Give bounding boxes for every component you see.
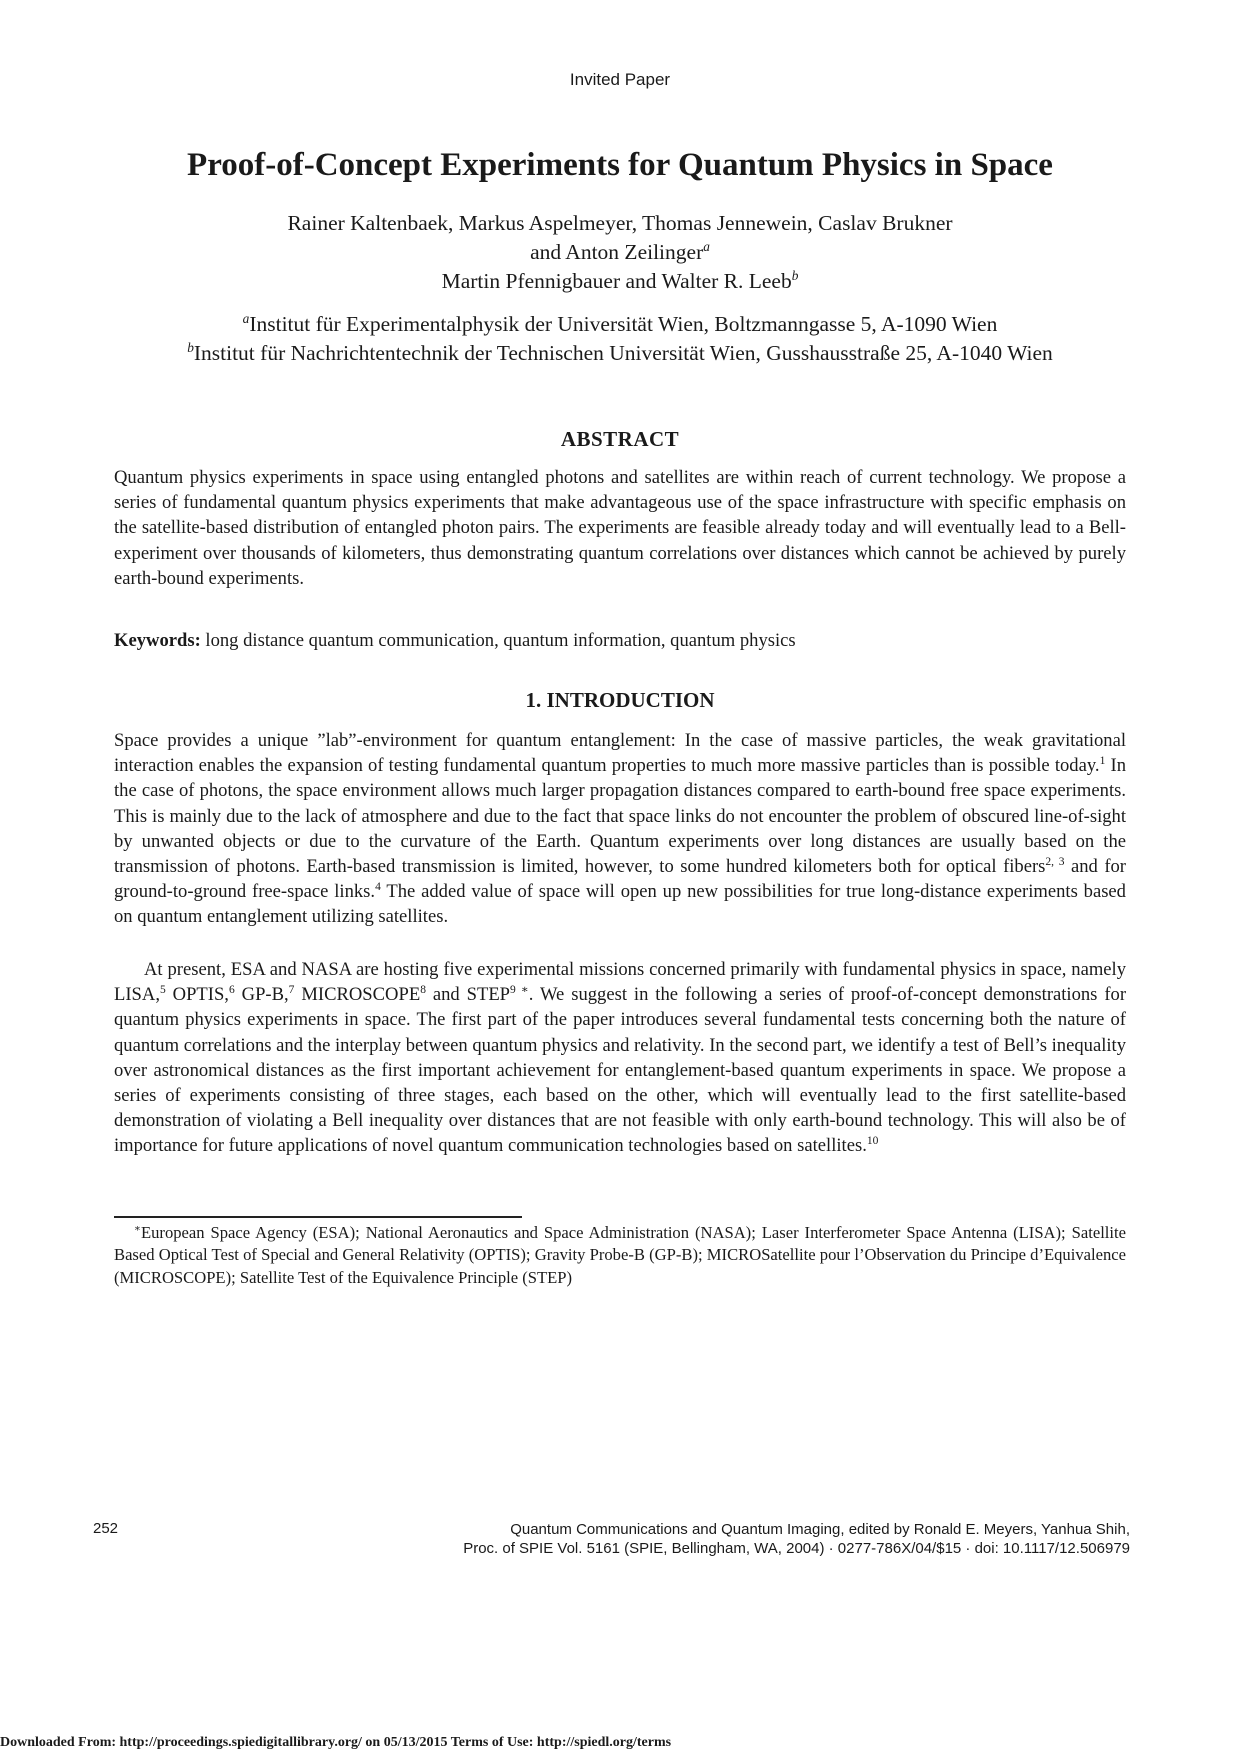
proceedings-line-2: Proc. of SPIE Vol. 5161 (SPIE, Bellingham, WA, 2004) · 0277-786X/04/$15 · doi: 10.1117/12.506979 — [463, 1540, 1130, 1557]
introduction-paragraph-2: At present, ESA and NASA are hosting five experimental missions concerned primarily with fundamental physics in space, namely LISA,$^5$ OPTIS,$^6$ GP-B,$^7$ MICROSCOPE$^8$ and $STEP^{9 ∗}$. We suggest in the following a series of proof-of-concept demonstrations for quantum physics experiments in space. The first part of the paper introduces several fundamental tests concerning both the nature of quantum correlations and the interplay between quantum physics and relativity. In the second part, we identify a test of Bell’s inequality over astronomical distances as the first important achievement for entanglement-based quantum experiments in space. We propose a series of experiments consisting of three stages, each based on the other, which will eventually lead to the first satellite-based demonstration of violating a Bell inequality over distances that are not feasible with only earth-bound technology. This will also be of importance for future applications of novel quantum communication technologies based on satellites.$^{10}$ — [114, 959, 1127, 1157]
citation-ref: 5 — [159, 984, 166, 997]
affiliation-marker: b — [791, 267, 799, 283]
author-list — [100, 209, 1140, 296]
affiliation-b: $^b$Institut für Nachrichtentechnik der Technischen Universität Wien, Gusshausstraße 25, A-1040 Wien — [187, 339, 1053, 365]
citation-ref: 10 — [866, 1135, 879, 1148]
citation-ref: 8 — [420, 984, 426, 997]
proceedings-citation — [230, 1520, 1130, 1558]
abstract-text: Quantum physics experiments in space using entangled photons and satellites are within reach of current technology. We propose a series of fundamental quantum physics experiments that make advantageous use of the space infrastructure with specific emphasis on the satellite-based distribution of entangled photon pairs. The experiments are feasible already today and will eventually lead to a Bell-experiment over thousands of kilometers, thus demonstrating quantum correlations over distances which cannot be achieved by purely earth-bound experiments. — [114, 467, 1126, 589]
page-number: 252 — [93, 1520, 119, 1537]
introduction-heading: 1. INTRODUCTION — [525, 688, 715, 712]
citation-ref: 2, 3 — [1045, 855, 1065, 868]
footnote-mark: ∗ — [134, 1223, 141, 1235]
paper-title: Proof-of-Concept Experiments for Quantum Physics in Space — [187, 147, 1053, 183]
invited-paper-label: Invited Paper — [569, 70, 671, 89]
citation-ref: 7 — [288, 984, 295, 997]
keywords — [114, 628, 1126, 653]
proceedings-line-1: Quantum Communications and Quantum Imaging, edited by Ronald E. Meyers, Yanhua Shih, — [510, 1521, 1130, 1538]
keywords-text: long distance quantum communication, quantum information, quantum physics — [200, 630, 796, 651]
citation-ref: 9 ∗ — [510, 984, 529, 997]
abstract-heading: ABSTRACT — [560, 427, 680, 451]
footnote-text: European Space Agency (ESA); National Aeronautics and Space Administration (NASA); Laser Interferometer Space Antenna (LISA); Satellite Based Optical Test of Special and General Relativity (OPTIS); Gravity Probe-B (GP-B); MICROSatellite pour l’Observation du Principe d’Equivalence (MICROSCOPE); Satellite Test of the Equivalence Principle (STEP) — [114, 1223, 1126, 1287]
affiliation-marker: a — [703, 238, 710, 254]
introduction-paragraph-1: Space provides a unique ”lab”-environment for quantum entanglement: In the case of massive particles, the weak gravitational interaction enables the expansion of testing fundamental quantum properties to much more massive particles than is possible today.$^1$ In the case of photons, the space environment allows much larger propagation distances compared to earth-bound free space experiments. This is mainly due to the lack of atmosphere and due to the fact that space links do not encounter the problem of obscured line-of-sight by unwanted objects or due to the curvature of the Earth. Quantum experiments over long distances are usually based on the transmission of photons. Earth-based transmission is limited, however, to some hundred kilometers both for optical fibers$^{2, 3}$ and for ground-to-ground free-space links.$^4$ The added value of space will open up new possibilities for true long-distance experiments based on quantum entanglement utilizing satellites. — [114, 730, 1126, 928]
author-line-1: Rainer Kaltenbaek, Markus Aspelmeyer, Thomas Jennewein, Caslav Brukner — [287, 211, 953, 235]
footnote — [114, 1222, 1126, 1289]
citation-ref: 4 — [375, 881, 381, 894]
affiliation-a: $^a$Institut für Experimentalphysik der Universität Wien, Boltzmanngasse 5, A-1090 Wien — [242, 310, 998, 336]
affiliations — [100, 310, 1140, 368]
footnote-divider — [114, 1216, 522, 1218]
download-notice: Downloaded From: http://proceedings.spiedigitallibrary.org/ on 05/13/2015 Terms of Use: http://spiedl.org/terms — [0, 1735, 672, 1750]
citation-ref: 1 — [1099, 755, 1106, 768]
author-line-3: Martin Pfennigbauer and Walter R. Leeb$^b$ — [441, 267, 799, 293]
keywords-label: Keywords: — [114, 630, 201, 651]
citation-ref: 6 — [228, 984, 235, 997]
author-line-2: and Anton Zeilinger$^a$ — [530, 238, 710, 264]
